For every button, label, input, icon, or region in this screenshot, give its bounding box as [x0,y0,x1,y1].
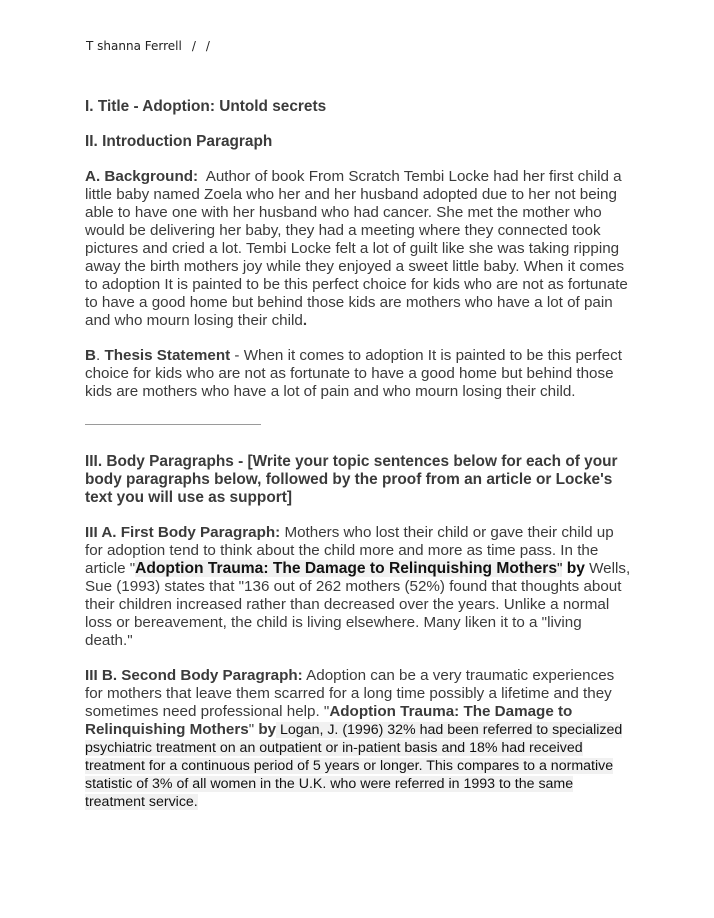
background-paragraph [85,168,633,330]
intro-heading: II. Introduction Paragraph [85,133,273,150]
page-header [86,39,210,53]
first-body-label: III A. First Body Paragraph: [85,524,281,541]
first-body-quote: Wells, Sue (1993) states that "136 out of 262 mothers (52%) found that thoughts about their children increased rather than decreased over the years. Unlike a normal loss or bereavement, the child is living elsewhere. Many liken it to a "living death." [85,560,631,649]
second-body-paragraph [85,667,633,811]
header-separator: / [205,39,210,53]
title-heading: I. Title - Adoption: Untold secrets [85,98,327,115]
second-body-label: III B. Second Body Paragraph: [85,667,303,684]
thesis-label: Thesis Statement [104,347,231,364]
first-body-text: Mothers who lost their child or gave their child up for adoption tend to think about the child more and more as time pass. In the article " [85,524,614,577]
background-end: . [302,312,308,329]
thesis-dot: . [95,347,101,364]
document-body [85,98,633,811]
thesis-paragraph [85,347,633,401]
first-body-paragraph [85,524,633,650]
second-by: by [258,721,277,738]
header-separator: / [191,39,196,53]
second-body-text: Adoption can be a very traumatic experiences for mothers that leave them scarred for a long time possibly a lifetime and they sometimes need professional help. " [85,667,615,720]
thesis-letter: B [85,347,96,364]
background-label: A. Background: [85,168,199,185]
thesis-text: - When it comes to adoption It is painted to be this perfect choice for kids who are not as fortunate to have a good home but behind those kids are mothers who have a lot of pain and who mourn losing their child. [85,347,622,400]
second-quote-close: " [248,721,259,738]
author-name: T shanna Ferrell [86,39,182,53]
first-quote-close: " [557,560,563,577]
body-heading: III. Body Paragraphs - [Write your topic sentences below for each of your body paragraphs below, followed by the proof from an article or Locke's text you will use as support] [85,453,618,506]
first-by: by [566,560,585,577]
background-text: Author of book From Scratch Tembi Locke had her first child a little baby named Zoela who her and her husband adopted due to her not being able to have one with her husband who had cancer. She met the mother who would be delivering her baby, they had a meeting where they connected took pictures and cried a lot. Tembi Locke felt a lot of guilt like she was taking ripping away the birth mothers joy while they enjoyed a sweet little baby. When it comes to adoption It is painted to be this perfect choice for kids who are not as fortunate to have a good home but behind those kids are mothers who have a lot of pain and who mourn losing their child [85,168,628,329]
second-body-quote: Logan, J. (1996) 32% had been referred to specialized psychiatric treatment on an outpatient or in-patient basis and 18% had received treatment for a continuous period of 5 years or longer. This compares to a normative statistic of 3% of all women in the U.K. who were referred in 1993 to the same treatment service. [85,722,623,810]
section-divider [85,424,261,425]
second-article-title: Adoption Trauma: The Damage to Relinquishing Mothers [85,703,573,738]
first-article-title: Adoption Trauma: The Damage to Relinquishing Mothers [135,560,558,577]
